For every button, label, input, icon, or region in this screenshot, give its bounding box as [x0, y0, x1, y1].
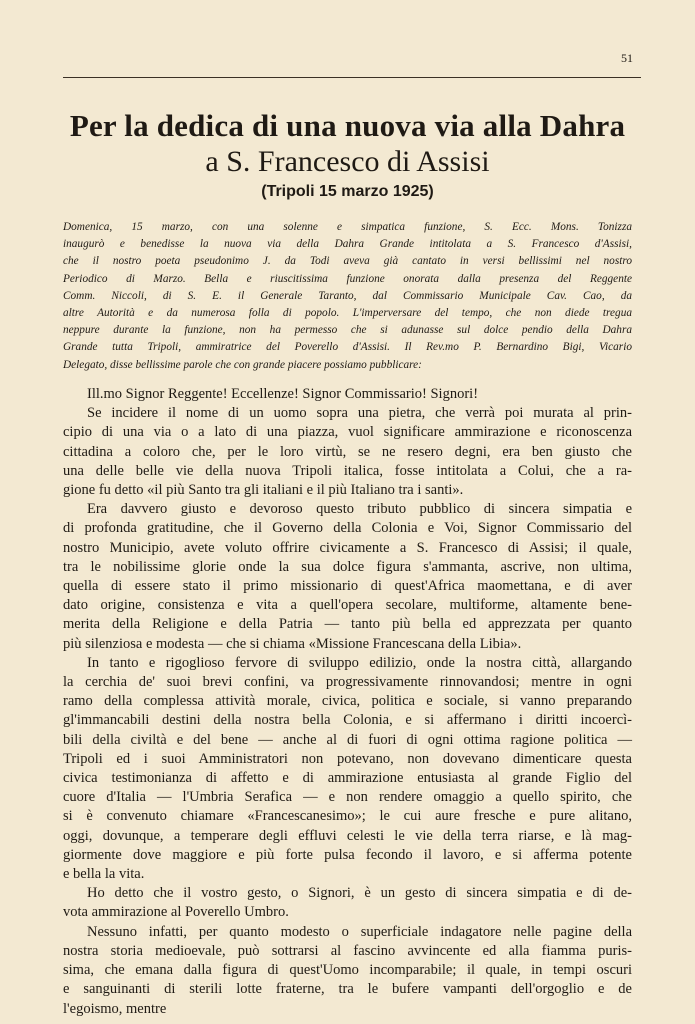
- body-line: dato origine, consistenza e vita a quell'opera secolare, multiforme, altamente bene-: [63, 597, 632, 614]
- body-line: giormente dove maggiore e più forte pulsa fecondo il lavoro, e si afferma potente: [63, 846, 632, 863]
- body-line: una delle belle vie della nuova Tripoli italica, fosse intitolata a Colui, che a ra-: [63, 462, 632, 479]
- body-line: civica testimonianza di affetto e di ammirazione entusiasta al grande Figlio del: [63, 770, 632, 787]
- speech-body: [63, 385, 632, 1019]
- body-line: Nessuno infatti, per quanto modesto o superficiale indagatore nelle pagine della: [87, 923, 632, 940]
- intro-line: inaugurò e benedisse la nuova via della Dahra Grande intitolata a S. Francesco d'Assisi,: [63, 238, 632, 251]
- body-line: nostra storia medioevale, può sottrarsi al fascino avvincente ed alla fiamma puris-: [63, 942, 632, 959]
- body-line: Se incidere il nome di un uomo sopra una pietra, che verrà poi murata al prin-: [87, 405, 632, 422]
- intro-line: Grande tutta Tripoli, ammiratrice del Poverello d'Assisi. Il Rev.mo P. Bernardino Bigi, Vicario: [63, 341, 632, 354]
- body-line: ramo della complessa attività morale, civica, politica e sociale, si vanno preparando: [63, 693, 632, 710]
- intro-line: che il nostro poeta pseudonimo J. da Todi aveva già cantato in versi bellissimi nel nostro: [63, 255, 632, 268]
- body-line: quella di essere stato il primo missionario di quest'Africa maomettana, e di aver: [63, 578, 632, 595]
- body-line: gl'immancabili destini della nostra bella Colonia, e si affermano i diritti incoercì-: [63, 712, 632, 729]
- body-line: nostro Municipio, avete voluto offrire civicamente a S. Francesco di Assisi; il quale,: [63, 539, 632, 556]
- article-title: Per la dedica di una nuova via alla Dahra: [69, 108, 626, 143]
- header-rule: [63, 77, 641, 78]
- body-line: Ill.mo Signor Reggente! Eccellenze! Signor Commissario! Signori!: [87, 386, 479, 402]
- body-line: e bella la vita.: [63, 866, 145, 883]
- body-line: In tanto e rigoglioso fervore di sviluppo edilizio, onde la nostra città, allargando: [87, 654, 632, 671]
- intro-line: Comm. Niccoli, di S. E. il Generale Taranto, dal Commissario Municipale Cav. Cao, da: [63, 289, 632, 302]
- body-line: vota ammirazione al Poverello Umbro.: [63, 904, 289, 921]
- body-line: bili della civiltà e del bene — anche al di fuori di ogni ottima ragione politica —: [63, 731, 632, 748]
- intro-line: neppure durante la funzione, non ha permesso che si adunasse sul dolce pendio della Dahra: [63, 324, 632, 337]
- intro-paragraph: [63, 219, 632, 374]
- intro-line: altre Autorità e da numerosa folla di popolo. L'imperversare del tempo, che non diede tregua: [63, 307, 632, 320]
- body-line: l'egoismo, mentre: [63, 1000, 167, 1017]
- body-line: e sanguinanti di sterili lotte fraterne, tra le bufere vampanti dell'orgoglio e de: [63, 981, 632, 998]
- body-line: cipio di una via o a lato di una piazza, vuol significare ammirazione e riconoscenza: [63, 424, 632, 441]
- body-line: sima, che emana dalla figura di quest'Uomo incomparabile; il quale, in tempi oscuri: [63, 962, 632, 979]
- body-line: cuore d'Italia — l'Umbria Serafica — e non rendere omaggio a quello spirito, che: [63, 789, 632, 806]
- body-line: gione fu detto «il più Santo tra gli italiani e il più Italiano tra i santi».: [63, 482, 464, 499]
- body-line: tra le nobilissime glorie onde la sua dolce figura s'ammanta, ascrive, non ultima,: [63, 558, 632, 575]
- intro-line: Domenica, 15 marzo, con una solenne e simpatica funzione, S. Ecc. Mons. Tonizza: [63, 221, 632, 233]
- page-number: 51: [621, 51, 633, 65]
- article-subtitle: a S. Francesco di Assisi: [205, 145, 490, 178]
- intro-line: Periodico di Marzo. Bella e riuscitissima funzione onorata dalla presenza del Reggente: [63, 272, 632, 285]
- body-line: si è convenuto chiamare «Francescanesimo»; le cui aure fresche e pure alitano,: [63, 808, 632, 825]
- article-dateline: (Tripoli 15 marzo 1925): [261, 183, 434, 200]
- body-line: di profonda gratitudine, che il Governo della Colonia e Voi, Signor Commissario del: [63, 520, 632, 537]
- body-line: più silenziosa e modesta — che si chiama «Missione Francescana della Libia».: [63, 635, 522, 652]
- body-line: Era davvero giusto e devoroso questo tributo pubblico di sincera simpatia e: [87, 501, 632, 518]
- body-line: oggi, dovunque, a temperare degli effluvi celesti le vie della terra riarse, e là mag-: [63, 827, 632, 844]
- intro-line: Delegato, disse bellissime parole che con grande piacere possiamo pubblicare:: [63, 358, 422, 371]
- body-line: Ho detto che il vostro gesto, o Signori, è un gesto di sincera simpatia e di de-: [87, 885, 632, 902]
- body-line: cittadina a coloro che, per le loro virtù, se ne resero degni, era ben giusto che: [63, 443, 632, 460]
- body-line: Tripoli ed i suoi Amministratori non potevano, non dovevano dimenticare questa: [63, 750, 632, 767]
- body-line: merita della Religione e della Patria — tanto più bella ed apprezzata per quanto: [63, 616, 632, 633]
- body-line: la cerchia de' suoi brevi confini, va progressivamente rinnovandosi; mentre in ogni: [63, 674, 632, 691]
